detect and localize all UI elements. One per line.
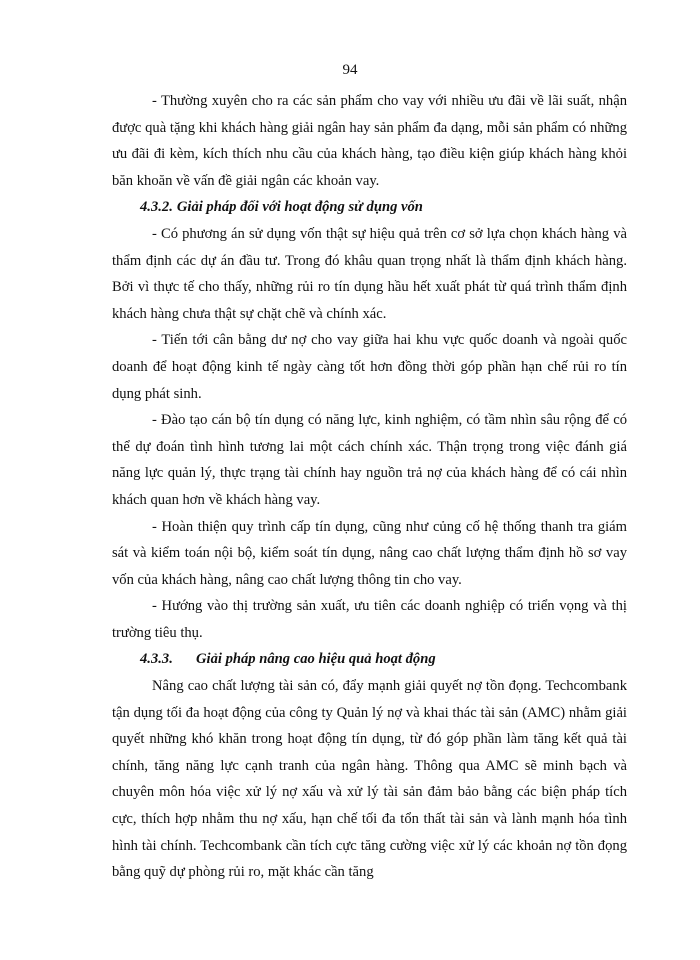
section-number: 4.3.3. <box>140 651 173 668</box>
section-title: Giải pháp đối với hoạt động sử dụng vốn <box>176 199 423 216</box>
paragraph-loan-products: - Thường xuyên cho ra các sản phẩm cho vay với nhiều ưu đãi về lãi suất, nhận được quà tặng khi khách hàng giải ngân hay sản phẩm đa dạng, mỗi sản phẩm có những ưu đãi đi kèm, kích thích nhu cầu của khách hàng, tạo điều kiện giúp khách hàng khỏi băn khoăn về vấn đề giải ngân các khoản vay. <box>112 93 627 189</box>
paragraph-production-market: - Hướng vào thị trường sản xuất, ưu tiên các doanh nghiệp có triển vọng và thị trường tiêu thụ. <box>112 598 627 641</box>
section-heading-4-3-3 <box>112 646 627 673</box>
page-content <box>112 88 627 886</box>
paragraph-capital-usage: - Có phương án sử dụng vốn thật sự hiệu quả trên cơ sở lựa chọn khách hàng và thẩm định các dự án đầu tư. Trong đó khâu quan trọng nhất là thẩm định khách hàng. Bởi vì thực tế cho thấy, những rủi ro tín dụng hầu hết xuất phát từ quá trình thẩm định khách hàng chưa thật sự chặt chẽ và chính xác. <box>112 225 627 322</box>
section-number: 4.3.2. <box>140 199 173 216</box>
section-heading-4-3-2 <box>112 194 627 221</box>
paragraph-asset-quality: Nâng cao chất lượng tài sản có, đẩy mạnh giải quyết nợ tồn đọng. Techcombank tận dụng tối đa hoạt động của công ty Quản lý nợ và khai thác tài sản (AMC) nhằm giải quyết những khó khăn trong hoạt động tín dụng, từ đó góp phần làm tăng kết quả tài chính, tăng năng lực cạnh tranh của ngân hàng. Thông qua AMC sẽ minh bạch và chuyên môn hóa việc xử lý nợ xấu và xử lý tài sản đảm bảo bằng các biện pháp tích cực, thích hợp nhằm thu nợ xấu, hạn chế tối đa tổn thất tài sản và lành mạnh hóa tình hình tài chính. Techcombank cần tích cực tăng cường việc xử lý các khoản nợ tồn đọng bằng quỹ dự phòng rủi ro, mặt khác cần tăng <box>112 678 627 881</box>
paragraph-balance-debt: - Tiến tới cân bằng dư nợ cho vay giữa hai khu vực quốc doanh và ngoài quốc doanh để hoạt động kinh tế ngày càng tốt hơn đồng thời góp phần hạn chế rủi ro tín dụng phát sinh. <box>112 332 627 402</box>
section-title: Giải pháp nâng cao hiệu quả hoạt động <box>196 651 436 668</box>
paragraph-credit-process: - Hoàn thiện quy trình cấp tín dụng, cũng như củng cố hệ thống thanh tra giám sát và kiểm toán nội bộ, kiểm soát tín dụng, nâng cao chất lượng thẩm định hồ sơ vay vốn của khách hàng, nâng cao chất lượng thông tin cho vay. <box>112 518 627 588</box>
paragraph-training-staff: - Đào tạo cán bộ tín dụng có năng lực, kinh nghiệm, có tầm nhìn sâu rộng để có thể dự đoán tình hình tương lai một cách chính xác. Thận trọng trong việc đánh giá năng lực quản lý, thực trạng tài chính hay nguồn trả nợ của khách hàng để có cái nhìn khách quan hơn về khách hàng vay. <box>112 412 627 508</box>
page-number: 94 <box>342 62 358 78</box>
